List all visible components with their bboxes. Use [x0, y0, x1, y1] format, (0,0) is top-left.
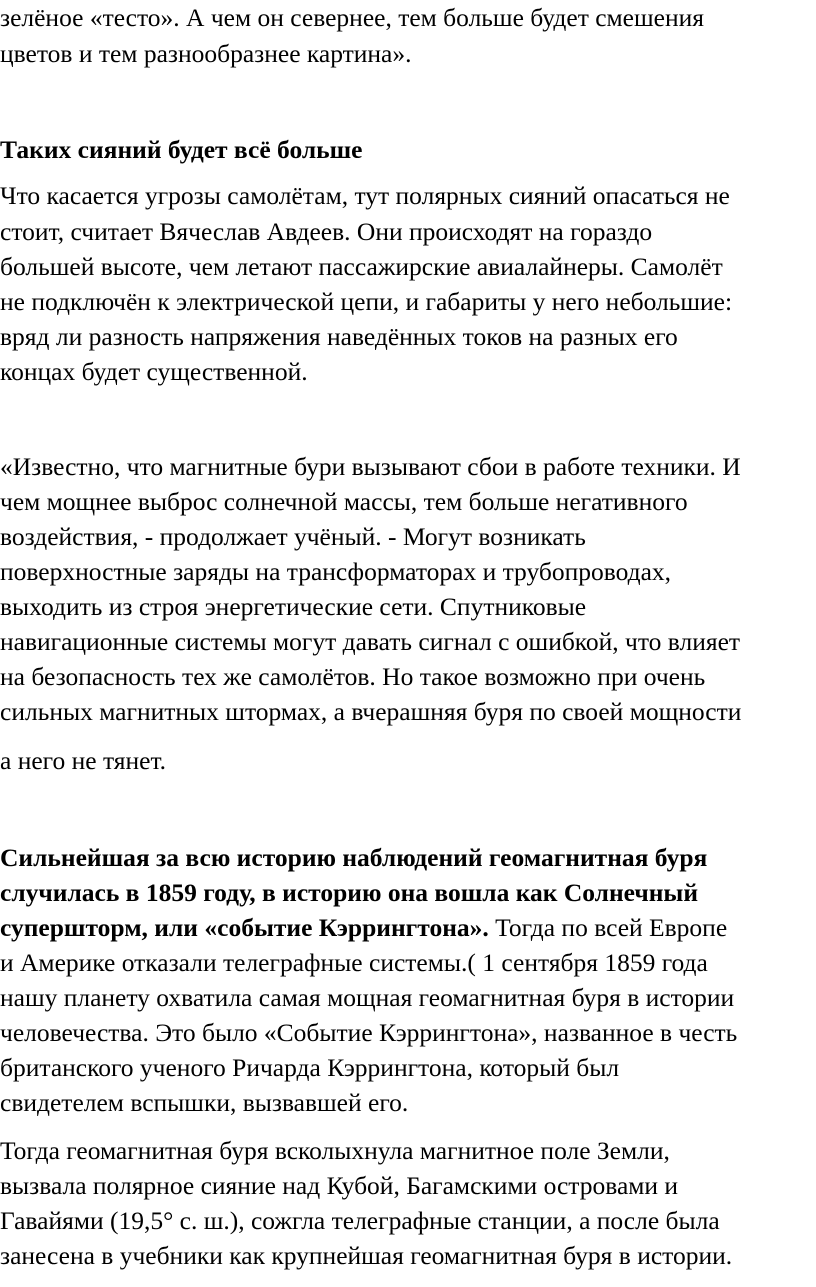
paragraph-line: навигационные системы могут давать сигнал с ошибкой, что влияет	[0, 627, 741, 656]
paragraph-line-bold: случилась в 1859 году, в историю она вошла как Солнечный	[0, 878, 699, 907]
paragraph-line: Что касается угрозы самолётам, тут полярных сияний опасаться не	[0, 181, 730, 210]
paragraph-line: и Америке отказали телеграфные системы.( 1 сентября 1859 года	[0, 948, 708, 977]
paragraph-line: вряд ли разность напряжения наведённых токов на разных его	[0, 322, 678, 351]
paragraph-line: на безопасность тех же самолётов. Но такое возможно при очень	[0, 662, 706, 691]
paragraph-line: вызвала полярное сияние над Кубой, Багамскими островами и	[0, 1171, 679, 1200]
paragraph-line: «Известно, что магнитные бури вызывают сбои в работе техники. И	[0, 452, 741, 481]
intro-line: зелёное «тесто». А чем он севернее, тем больше будет смешения	[0, 3, 704, 32]
paragraph-line: концах будет существенной.	[0, 357, 308, 386]
paragraph-line-bold: Сильнейшая за всю историю наблюдений геомагнитная буря	[0, 843, 708, 872]
paragraph-line: нашу планету охватила самая мощная геомагнитная буря в истории	[0, 983, 735, 1012]
bold-fragment: супершторм, или «событие Кэррингтона».	[0, 913, 489, 942]
paragraph-line: британского ученого Ричарда Кэррингтона, который был	[0, 1053, 620, 1082]
intro-line: цветов и тем разнообразнее картина».	[0, 39, 412, 68]
paragraph-line: Гавайями (19,5° с. ш.), сожгла телеграфные станции, а после была	[0, 1206, 720, 1235]
paragraph-line-mixed	[0, 912, 727, 944]
paragraph-line: занесена в учебники как крупнейшая геомагнитная буря в истории.	[0, 1241, 733, 1270]
paragraph-line: Тогда геомагнитная буря всколыхнула магнитное поле Земли,	[0, 1136, 670, 1165]
section-heading: Таких сияний будет всё больше	[0, 135, 363, 164]
paragraph-line: выходить из строя энергетические сети. Спутниковые	[0, 592, 587, 621]
paragraph-line: сильных магнитных штормах, а вчерашняя буря по своей мощности	[0, 697, 742, 726]
paragraph-line: большей высоте, чем летают пассажирские авиалайнеры. Самолёт	[0, 252, 723, 281]
normal-fragment: Тогда по всей Европе	[488, 913, 728, 942]
paragraph-line: свидетелем вспышки, вызвавшей его.	[0, 1088, 409, 1117]
paragraph-line: чем мощнее выброс солнечной массы, тем больше негативного	[0, 487, 688, 516]
paragraph-line: а него не тянет.	[0, 746, 167, 775]
paragraph-line: не подключён к электрической цепи, и габариты у него небольшие:	[0, 287, 733, 316]
paragraph-line: воздействия, - продолжает учёный. - Могут возникать	[0, 522, 586, 551]
paragraph-line: стоит, считает Вячеслав Авдеев. Они происходят на гораздо	[0, 217, 653, 246]
paragraph-line: человечества. Это было «Событие Кэррингтона», названное в честь	[0, 1018, 738, 1047]
paragraph-line: поверхностные заряды на трансформаторах и трубопроводах,	[0, 557, 672, 586]
